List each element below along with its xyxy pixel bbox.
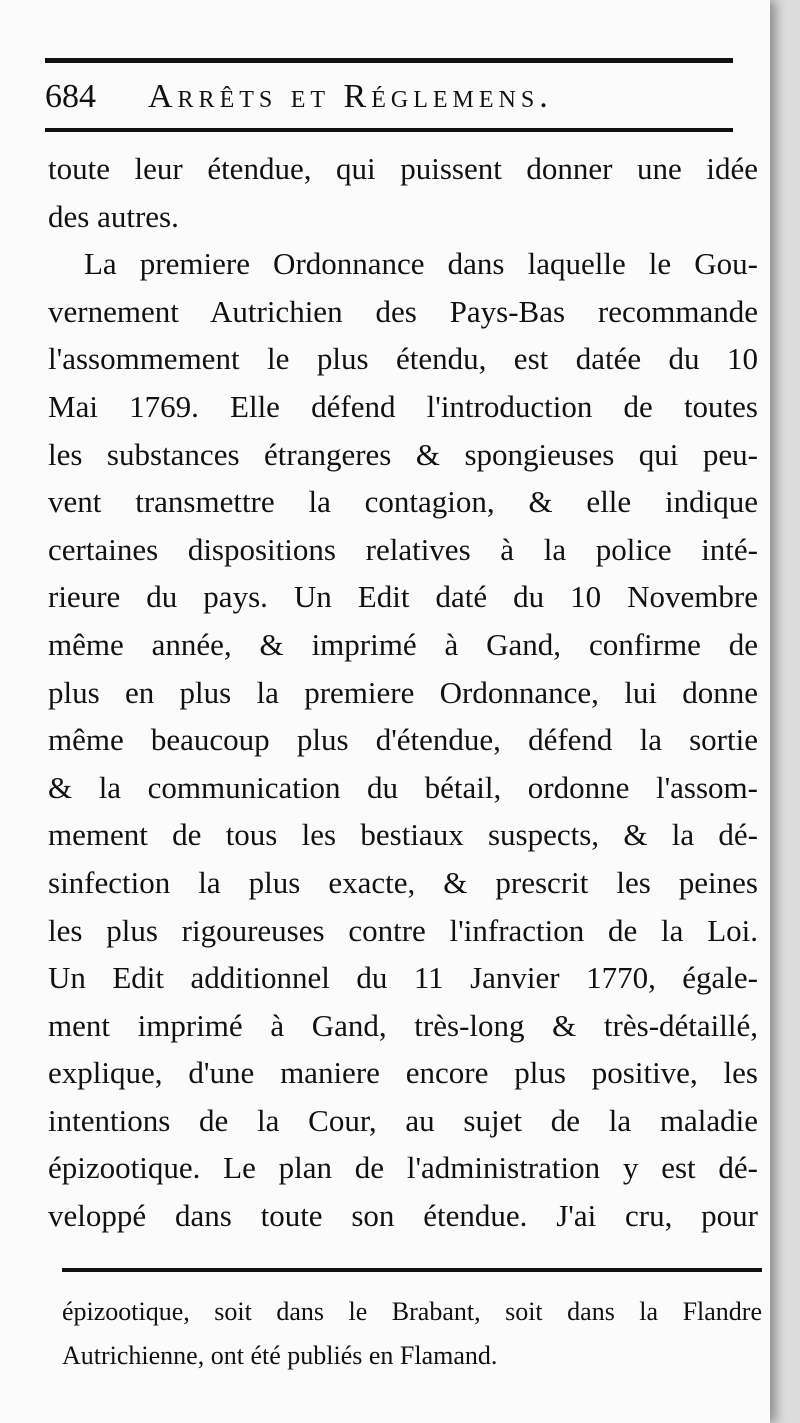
footnote-line: Autrichienne, ont été publiés en Flamand. bbox=[62, 1341, 498, 1370]
text-line: les plus rigoureuses contre l'infraction de la Loi. bbox=[48, 912, 758, 948]
text-line: toute leur étendue, qui puissent donner une idée bbox=[48, 151, 758, 186]
text-line: vernement Autrichien des Pays-Bas recommande bbox=[48, 293, 758, 329]
text-line: épizootique. Le plan de l'administration y est dé- bbox=[48, 1150, 758, 1186]
text-line: même année, & imprimé à Gand, confirme de bbox=[48, 626, 758, 662]
main-text bbox=[48, 145, 758, 1240]
text-line: vent transmettre la contagion, & elle indique bbox=[48, 484, 758, 520]
text-line: mement de tous les bestiaux suspects, & la dé- bbox=[48, 817, 758, 853]
text-line: intentions de la Cour, au sujet de la maladie bbox=[48, 1102, 758, 1138]
text-line: Un Edit additionnel du 11 Janvier 1770, égale- bbox=[48, 960, 758, 996]
text-line: l'assommement le plus étendu, est datée du 10 bbox=[48, 341, 758, 377]
text-line: rieure du pays. Un Edit daté du 10 Novembre bbox=[48, 579, 758, 615]
text-line: Mai 1769. Elle défend l'introduction de toutes bbox=[48, 388, 758, 424]
text-line: même beaucoup plus d'étendue, défend la sortie bbox=[48, 722, 758, 758]
text-line: La premiere Ordonnance dans laquelle le Gou- bbox=[84, 246, 758, 282]
text-line: ment imprimé à Gand, très-long & très-détaillé, bbox=[48, 1007, 758, 1043]
text-line: veloppé dans toute son étendue. J'ai cru, pour bbox=[48, 1198, 758, 1234]
text-line: plus en plus la premiere Ordonnance, lui donne bbox=[48, 674, 758, 710]
text-line: des autres. bbox=[48, 198, 179, 234]
text-line: certaines dispositions relatives à la police inté- bbox=[48, 531, 758, 567]
text-line: & la communication du bétail, ordonne l'assom- bbox=[48, 769, 758, 805]
running-title: Arrêts et Réglemens. bbox=[148, 78, 553, 115]
text-line: les substances étrangeres & spongieuses qui peu- bbox=[48, 436, 758, 472]
text-line: explique, d'une maniere encore plus positive, les bbox=[48, 1055, 758, 1091]
footnote-line: épizootique, soit dans le Brabant, soit dans la Flandre bbox=[62, 1297, 762, 1326]
page-header bbox=[45, 72, 733, 122]
header-top-rule bbox=[45, 58, 733, 63]
text-line: sinfection la plus exacte, & prescrit les peines bbox=[48, 864, 758, 900]
footnote bbox=[62, 1290, 762, 1378]
footnote-rule bbox=[62, 1268, 762, 1272]
header-bottom-rule bbox=[45, 128, 733, 132]
page-number: 684 bbox=[45, 78, 96, 115]
